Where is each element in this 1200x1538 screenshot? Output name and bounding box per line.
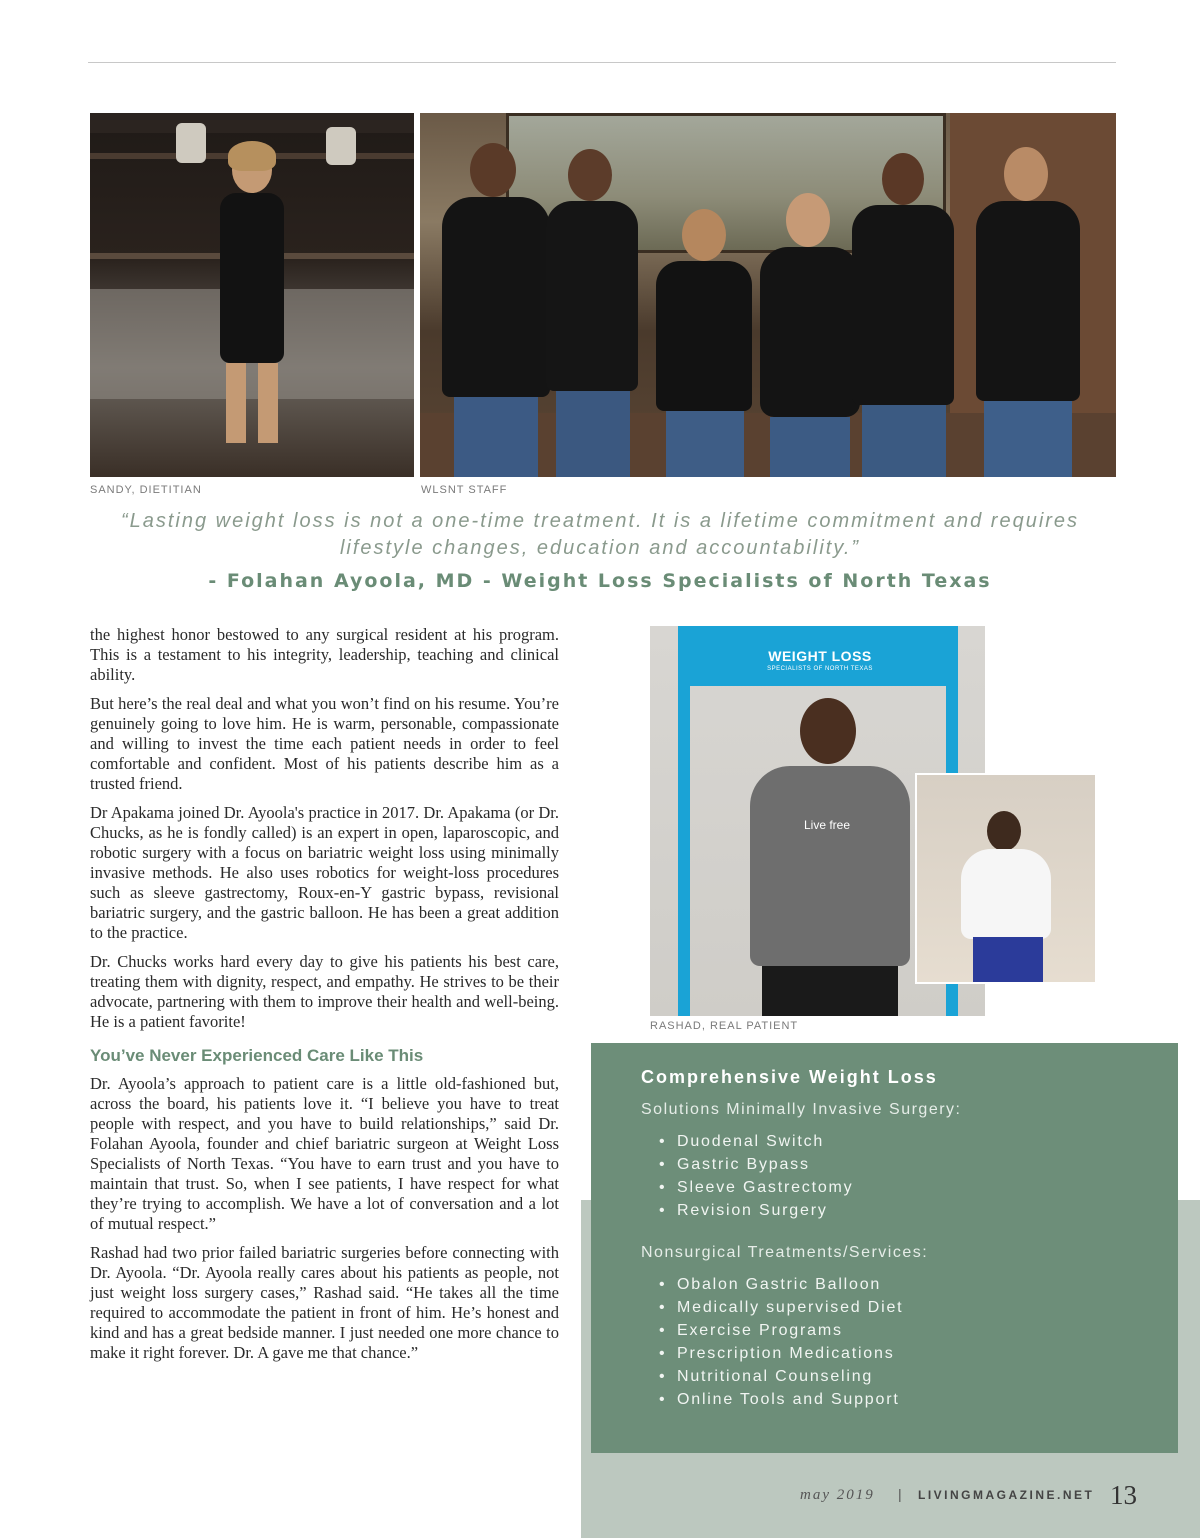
- nonsurgical-list: [659, 1273, 903, 1411]
- article-subheading: You’ve Never Experienced Care Like This: [90, 1046, 424, 1065]
- list-item: • Obalon Gastric Balloon: [659, 1273, 903, 1296]
- nonsurgical-heading: Nonsurgical Treatments/Services:: [641, 1244, 929, 1261]
- photo-sandy-dietitian: [90, 113, 414, 477]
- footer-separator: |: [898, 1486, 902, 1502]
- footer-month: may 2019: [800, 1487, 875, 1503]
- page-number: 13: [1110, 1480, 1137, 1510]
- article-paragraph: Dr. Ayoola’s approach to patient care is a little old-fashioned but, across the board, his patients love it. “I believe you have to treat people with respect, and you have to build relationships,” said Dr. Folahan Ayoola, founder and chief bariatric surgeon at Weight Loss Specialists of North Texas. “You have to earn trust and you have to maintain that trust. So, when I see patients, I have respect for what they’re trying to accomplish. We have a lot of conversation and a lot of mutual respect.”: [90, 1074, 559, 1233]
- list-item: • Medically supervised Diet: [659, 1296, 903, 1319]
- list-item: • Sleeve Gastrectomy: [659, 1176, 853, 1199]
- logo-brand: WEIGHT LOSS: [768, 648, 872, 664]
- list-item: • Revision Surgery: [659, 1199, 853, 1222]
- list-item: • Online Tools and Support: [659, 1388, 903, 1411]
- quote-attribution: - Folahan Ayoola, MD - Weight Loss Specialists of North Texas: [208, 570, 992, 592]
- services-title: Comprehensive Weight Loss: [641, 1067, 938, 1087]
- article-paragraph: Dr Apakama joined Dr. Ayoola's practice in 2017. Dr. Apakama (or Dr. Chucks, as he is fondly called) is an expert in open, laparoscopic, and robotic surgery with a focus on bariatric weight loss using minimally invasive methods. He also uses robotics for weight-loss procedures such as sleeve gastrectomy, Roux-en-Y gastric bypass, revisional bariatric surgery, and the gastric balloon. He has been a great addition to the practice.: [90, 803, 559, 942]
- article-paragraph: Dr. Chucks works hard every day to give his patients his best care, treating them with dignity, respect, and empathy. He strives to be their advocate, partnering with them to improve their health and well-being. He is a patient favorite!: [90, 952, 559, 1031]
- footer-site-link[interactable]: LIVINGMAGAZINE.NET: [918, 1488, 1095, 1502]
- list-item: • Nutritional Counseling: [659, 1365, 903, 1388]
- article-paragraph: But here’s the real deal and what you won’t find on his resume. You’re genuinely going to love him. He is warm, personable, compassionate and willing to invest the time each patient needs in order to feel comfortable and confident. Most of his patients describe him as a trusted friend.: [90, 694, 559, 793]
- article-body: [90, 625, 559, 1372]
- services-box: [591, 1043, 1178, 1453]
- surgical-heading: Solutions Minimally Invasive Surgery:: [641, 1101, 962, 1118]
- page-footer: [800, 1480, 1140, 1510]
- photo-rashad-before: [915, 773, 1097, 984]
- shirt-text: Live free: [804, 818, 851, 832]
- photo-wlsnt-staff: [420, 113, 1116, 477]
- article-paragraph: the highest honor bestowed to any surgical resident at his program. This is a testament to his integrity, leadership, teaching and clinical ability.: [90, 625, 559, 684]
- caption-rashad: RASHAD, REAL PATIENT: [650, 1020, 799, 1032]
- list-item: • Prescription Medications: [659, 1342, 903, 1365]
- top-divider: [88, 62, 1116, 63]
- list-item: • Exercise Programs: [659, 1319, 903, 1342]
- article-paragraph: Rashad had two prior failed bariatric surgeries before connecting with Dr. Ayoola. “Dr. Ayoola really cares about his patients as people, not just weight loss surgery cases,” Rashad said. “He takes all the time required to accommodate the patient in front of him. He’s honest and kind and has a great bedside manner. I just needed one more chance to make it right forever. Dr. A gave me that chance.”: [90, 1243, 559, 1362]
- pull-quote: “Lasting weight loss is not a one-time treatment. It is a lifetime commitment and requires lifestyle changes, education and accountability.”: [120, 510, 1080, 559]
- list-item: • Duodenal Switch: [659, 1130, 853, 1153]
- list-item: • Gastric Bypass: [659, 1153, 853, 1176]
- surgical-list: [659, 1130, 853, 1222]
- weight-loss-logo: [710, 648, 930, 672]
- logo-tagline: SPECIALISTS OF NORTH TEXAS: [767, 666, 873, 672]
- caption-sandy: SANDY, DIETITIAN: [90, 484, 202, 496]
- caption-staff: WLSNT STAFF: [421, 484, 508, 496]
